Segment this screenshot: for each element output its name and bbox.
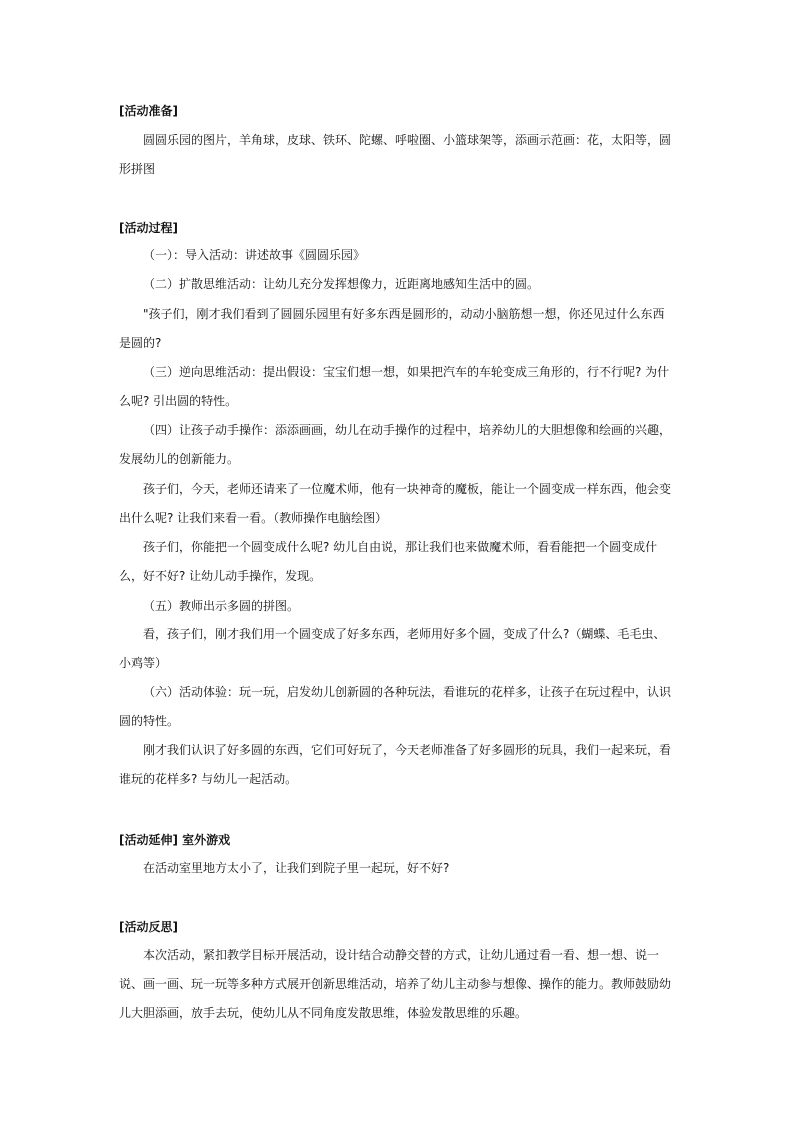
process-paragraph-11: 刚才我们认识了好多圆的东西，它们可好玩了，今天老师准备了好多圆形的玩具，我们一起来玩，看谁玩的花样多? 与幼儿一起活动。 — [119, 743, 672, 786]
process-step-1: （一）：导入活动：讲述故事《圆圆乐园》 — [143, 248, 366, 262]
process-step-2: （二）扩散思维活动：让幼儿充分发挥想像力，近距离地感知生活中的圆。 — [143, 277, 540, 291]
process-paragraph-3: "孩子们，刚才我们看到了圆圆乐园里有好多东西是圆形的，动动小脑筋想一想，你还见过什么东西是圆的? — [119, 307, 665, 350]
process-step-6: （六）活动体验：玩一玩，启发幼儿创新圆的各种玩法，看谁玩的花样多，让孩子在玩过程中，认识圆的特性。 — [119, 685, 672, 728]
process-step-5: （五）教师出示多圆的拼图。 — [143, 599, 300, 613]
process-step-4: （四）让孩子动手操作：添添画画，幼儿在动手操作的过程中，培养幼儿的大胆想像和绘画的兴趣，发展幼儿的创新能力。 — [119, 423, 672, 466]
section-heading-extension: [活动延伸] 室外游戏 — [119, 833, 231, 847]
process-paragraph-7: 孩子们，你能把一个圆变成什么呢? 幼儿自由说，那让我们也来做魔术师，看看能把一个圆变成什么，好不好? 让幼儿动手操作，发现。 — [119, 540, 658, 583]
process-step-3: （三）逆向思维活动：提出假设：宝宝们想一想，如果把汽车的车轮变成三角形的，行不行呢? 为什么呢? 引出圆的特性。 — [119, 365, 670, 408]
section-heading-process: [活动过程] — [119, 221, 178, 235]
process-paragraph-6: 孩子们，今天，老师还请来了一位魔术师，他有一块神奇的魔板，能让一个圆变成一样东西，他会变出什么呢? 让我们来看一看。（教师操作电脑绘图） — [119, 482, 672, 525]
prep-paragraph: 圆圆乐园的图片，羊角球，皮球、铁环、陀螺、呼啦圈、小篮球架等，添画示范画：花，太阳等，圆形拼图 — [119, 133, 672, 176]
section-heading-reflection: [活动反思] — [119, 920, 178, 934]
reflection-paragraph: 本次活动，紧扣教学目标开展活动，设计结合动静交替的方式，让幼儿通过看一看、想一想、说一说、画一画、玩一玩等多种方式展开创新思维活动，培养了幼儿主动参与想像、操作的能力。教师鼓励幼儿大胆添画，放手去玩，使幼儿从不同角度发散思维，体验发散思维的乐趣。 — [119, 948, 672, 1020]
process-paragraph-9: 看，孩子们，刚才我们用一个圆变成了好多东西，老师用好多个圆，变成了什么?（蝴蝶、毛毛虫、小鸡等） — [119, 627, 666, 670]
section-heading-prep: [活动准备] — [119, 104, 178, 118]
extension-paragraph: 在活动室里地方太小了，让我们到院子里一起玩，好不好? — [143, 861, 450, 875]
